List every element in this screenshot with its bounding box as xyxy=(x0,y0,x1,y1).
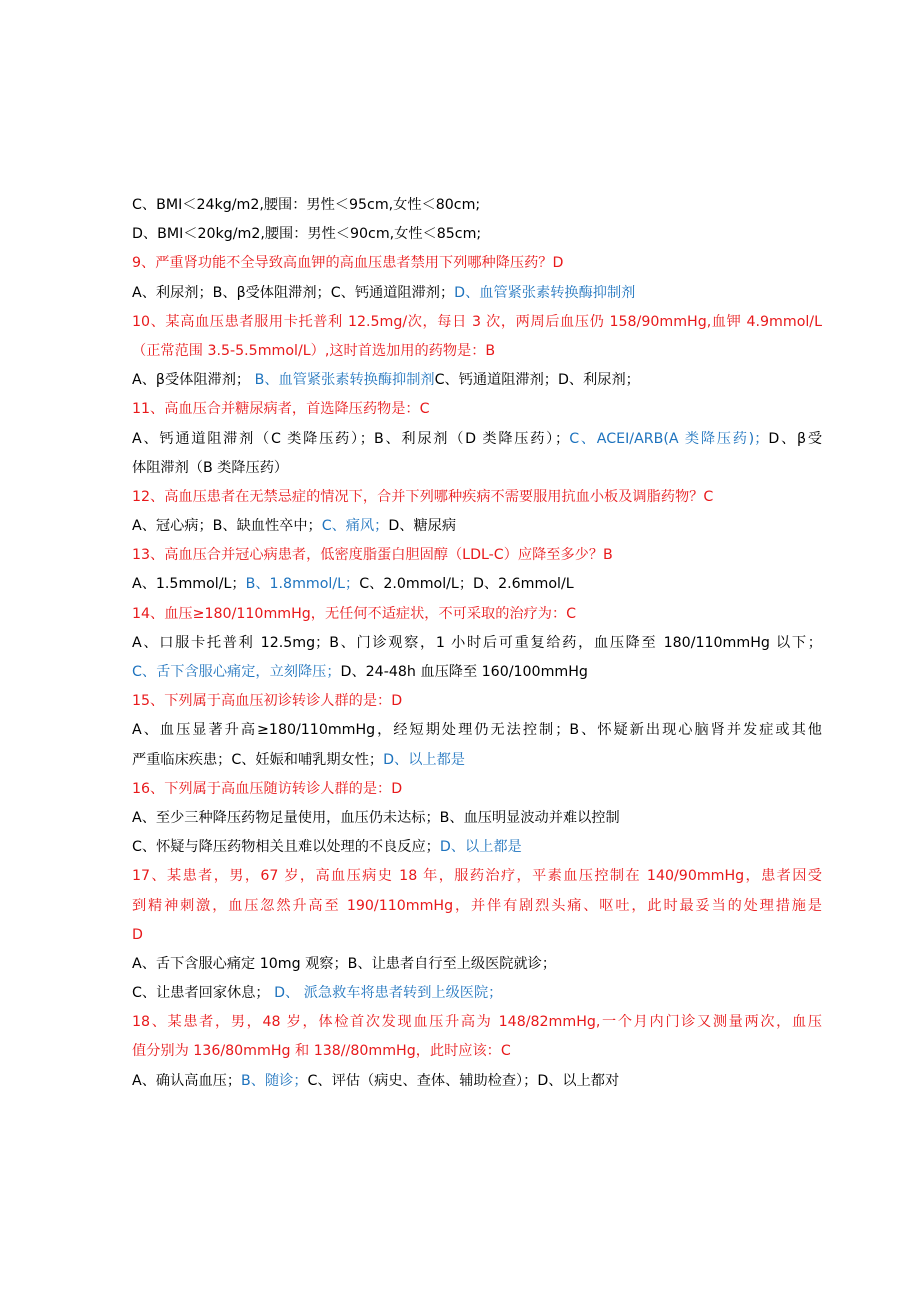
option-text: 严重临床疾患；C、妊娠和哺乳期女性； xyxy=(132,751,384,768)
option-text: C、评估（病史、查体、辅助检查）；D、以上都对 xyxy=(307,1072,620,1089)
option-text: A、确认高血压； xyxy=(132,1072,242,1089)
text-line xyxy=(132,483,822,512)
text-line xyxy=(132,191,822,220)
option-text: A、钙通道阻滞剂（C 类降压药）；B、利尿剂（D 类降压药）； xyxy=(132,430,570,447)
option-text: A、1.5mmol/L； xyxy=(132,576,246,593)
text-line xyxy=(132,804,822,833)
option-text: C、BMI＜24kg/m2,腰围：男性＜95cm,女性＜80cm; xyxy=(132,197,481,213)
text-line xyxy=(132,687,822,716)
question-text: 10、某高血压患者服用卡托普利 12.5mg/次，每日 3 次，两周后血压仍 158/90mmHg,血钾 4.9mmol/L xyxy=(132,313,822,330)
option-text: D、β受 xyxy=(768,430,822,447)
text-line xyxy=(132,1067,822,1096)
answer-highlight: C、ACEI/ARB(A 类降压药)； xyxy=(569,430,769,447)
answer-highlight: D、以上都是 xyxy=(383,751,465,768)
text-line xyxy=(132,775,822,804)
option-text: A、血压显著升高≥180/110mmHg，经短期处理仍无法控制；B、怀疑新出现心脑肾并发症或其他 xyxy=(132,722,822,739)
text-line xyxy=(132,541,822,570)
text-line xyxy=(132,833,822,862)
question-text: 11、高血压合并糖尿病者，首选降压药物是：C xyxy=(132,401,430,418)
text-line xyxy=(132,921,822,950)
question-text: 14、血压≥180/110mmHg，无任何不适症状，不可采取的治疗为：C xyxy=(132,605,577,622)
option-text: C、怀疑与降压药物相关且难以处理的不良反应； xyxy=(132,839,440,856)
answer-highlight: C、痛风； xyxy=(321,518,389,535)
question-text: 13、高血压合并冠心病患者，低密度脂蛋白胆固醇（LDL-C）应降至多少？B xyxy=(132,547,613,564)
text-line xyxy=(132,716,822,745)
text-line xyxy=(132,220,822,249)
text-line xyxy=(132,862,822,891)
answer-highlight: D、以上都是 xyxy=(439,839,522,856)
text-line xyxy=(132,395,822,424)
text-line xyxy=(132,308,822,337)
option-text: A、冠心病；B、缺血性卒中； xyxy=(132,518,322,535)
text-line xyxy=(132,950,822,979)
text-line xyxy=(132,425,822,454)
option-text: D、24-48h 血压降至 160/100mmHg xyxy=(340,664,588,680)
text-line xyxy=(132,454,822,483)
question-text: 到精神刺激，血压忽然升高至 190/110mmHg，并伴有剧烈头痛、呕吐，此时最妥当的处理措施是 xyxy=(132,897,822,914)
text-line xyxy=(132,892,822,921)
option-text: A、至少三种降压药物足量使用，血压仍未达标；B、血压明显波动并难以控制 xyxy=(132,809,620,826)
option-text: D、糖尿病 xyxy=(388,518,457,535)
question-text: 9、严重肾功能不全导致高血钾的高血压患者禁用下列哪种降压药？D xyxy=(132,255,564,272)
question-text: D xyxy=(132,926,143,943)
question-text: 18、某患者，男，48 岁，体检首次发现血压升高为 148/82mmHg,一个月内门诊又测量两次，血压 xyxy=(132,1014,822,1031)
text-line xyxy=(132,512,822,541)
option-text: A、口服卡托普利 12.5mg；B、门诊观察，1 小时后可重复给药，血压降至 180/110mmHg 以下； xyxy=(132,634,822,651)
question-text: （正常范围 3.5-5.5mmol/L）,这时首选加用的药物是：B xyxy=(132,342,496,359)
answer-highlight: B、1.8mmol/L； xyxy=(245,576,360,593)
text-line xyxy=(132,629,822,658)
option-text: 体阻滞剂（B 类降压药） xyxy=(132,459,289,476)
text-line xyxy=(132,1008,822,1037)
answer-highlight: D、 派急救车将患者转到上级医院； xyxy=(269,985,503,1002)
option-text: A、舌下含服心痛定 10mg 观察；B、让患者自行至上级医院就诊； xyxy=(132,955,557,972)
option-text: C、让患者回家休息； xyxy=(132,985,270,1002)
question-text: 15、下列属于高血压初诊转诊人群的是：D xyxy=(132,693,403,710)
text-line xyxy=(132,570,822,599)
question-text: 值分别为 136/80mmHg 和 138//80mmHg，此时应该：C xyxy=(132,1043,511,1060)
text-line xyxy=(132,366,822,395)
document-body xyxy=(132,191,822,1096)
text-line xyxy=(132,279,822,308)
answer-highlight: B、血管紧张素转换酶抑制剂 xyxy=(250,372,435,389)
option-text: D、BMI＜20kg/m2,腰围：男性＜90cm,女性＜85cm; xyxy=(132,226,482,243)
text-line xyxy=(132,658,822,687)
text-line xyxy=(132,746,822,775)
option-text: A、利尿剂；B、β受体阻滞剂；C、钙通道阻滞剂； xyxy=(132,284,455,301)
answer-highlight: C、舌下含服心痛定，立刻降压； xyxy=(132,664,341,680)
question-text: 17、某患者，男，67 岁，高血压病史 18 年，服药治疗，平素血压控制在 140/90mmHg，患者因受 xyxy=(132,868,822,885)
text-line xyxy=(132,249,822,278)
question-text: 16、下列属于高血压随访转诊人群的是：D xyxy=(132,780,403,797)
text-line xyxy=(132,600,822,629)
text-line xyxy=(132,337,822,366)
option-text: C、钙通道阻滞剂；D、利尿剂； xyxy=(434,372,640,389)
text-line xyxy=(132,979,822,1008)
option-text: C、2.0mmol/L；D、2.6mmol/L xyxy=(359,576,574,593)
question-text: 12、高血压患者在无禁忌症的情况下，合并下列哪种疾病不需要服用抗血小板及调脂药物？C xyxy=(132,488,714,505)
answer-highlight: D、血管紧张素转换酶抑制剂 xyxy=(454,284,636,301)
option-text: A、β受体阻滞剂； xyxy=(132,372,251,389)
text-line xyxy=(132,1037,822,1066)
answer-highlight: B、随诊； xyxy=(241,1072,308,1089)
